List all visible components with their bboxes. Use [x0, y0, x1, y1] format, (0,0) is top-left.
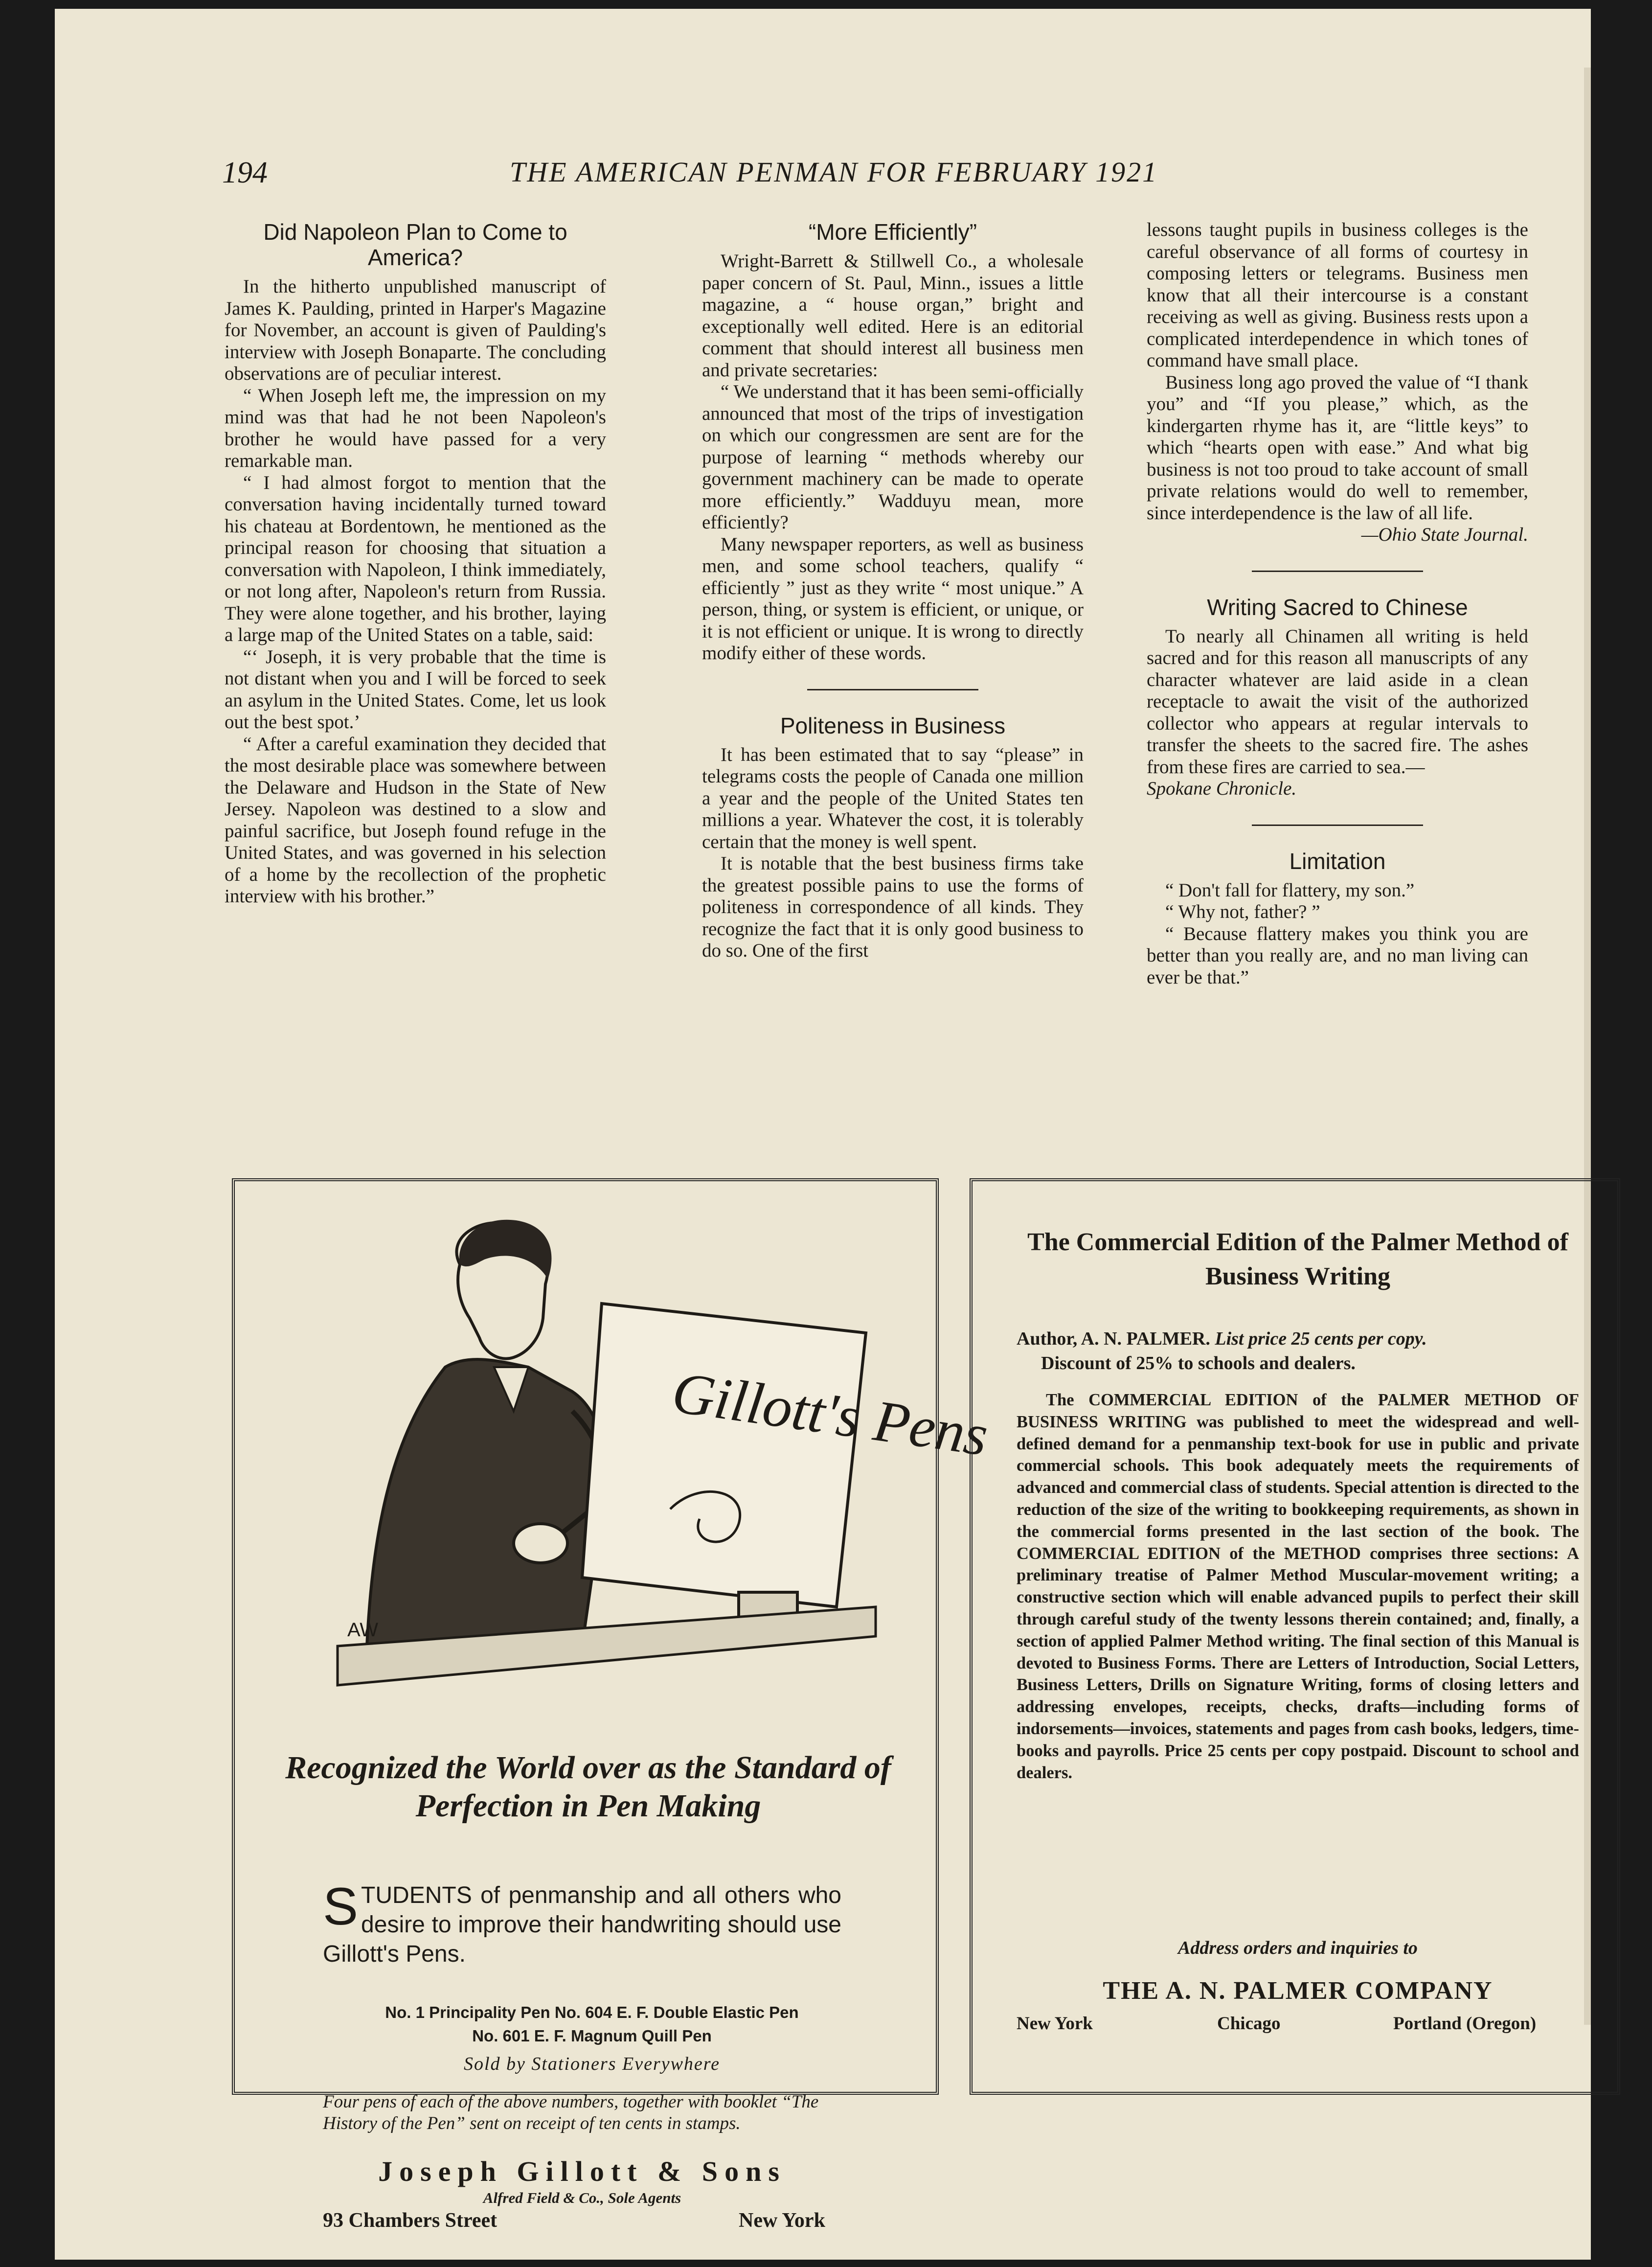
- paragraph: “ Because flattery makes you think you are better than you really are, and no man living can ever be that.”: [1147, 923, 1528, 988]
- ad-body-text: TUDENTS of penmanship and all others who desire to improve their handwriting should use Gillott's Pens.: [323, 1882, 841, 1967]
- author: Author, A. N. PALMER.: [1017, 1328, 1210, 1349]
- discount-line: Discount of 25% to schools and dealers.: [1041, 1353, 1356, 1374]
- article-title: Did Napoleon Plan to Come to America?: [263, 219, 567, 270]
- paragraph: It is notable that the best business firms take the greatest possible pains to use the forms of politeness in correspondence of all kinds. They recognize the fact that it is only good business to do so. One of the first: [702, 853, 1084, 961]
- magazine-page: [55, 9, 1591, 2260]
- paragraph: “ We understand that it has been semi-officially announced that most of the trips of investigation on which our congressmen are sent are for the purpose of learning “ methods whereby our government machinery can be made to operate more efficiently.” Wadduyu mean, more efficiently?: [702, 381, 1084, 533]
- ad-body-text: The COMMERCIAL EDITION of the PALMER METHOD OF BUSINESS WRITING was published to meet the widespread and well-defined demand for a penmanship text-book for use in public and private commercial schools. This book adequately meets the requirements of advanced and commercial class of students. Special attention is directed to the reduction of the size of the writing to bookkeeping requirements, as shown in the commercial forms presented in the last section of the book. The COMMERCIAL EDITION of the METHOD comprises three sections: A preliminary treatise of Palmer Method Muscular-movement writing; a constructive section which will enable advanced pupils to perfect their skill through careful study of the twenty lessons therein contained; and, finally, a section of applied Palmer Method writing. The final section of this Manual is devoted to Business Forms. There are Letters of Introduction, Social Letters, Business Letters, Drills on Signature Writing, forms of closing letters and addressing envelopes, receipts, checks, drafts—including forms of indorsements—invoices, statements and pages from cash books, ledgers, time-books and payrolls. Price 25 cents per copy postpaid. Discount to school and dealers.: [1017, 1391, 1579, 1782]
- page-number: 194: [222, 156, 268, 189]
- section-divider: [1252, 571, 1423, 572]
- ad-body: [323, 1877, 841, 1969]
- pen-list: No. 601 E. F. Magnum Quill Pen: [472, 2027, 712, 2045]
- office-city: Portland (Oregon): [1393, 2014, 1537, 2034]
- paragraph: “ Don't fall for flattery, my son.”: [1165, 879, 1415, 901]
- firm-name: Joseph Gillott & Sons: [378, 2155, 786, 2187]
- paragraph: “ After a careful examination they decided that the most desirable place was somewhere between the Delaware and Hudson in the State of New Jersey. Napoleon was destined to a slow and painful sacrifice, but Joseph found refuge in the United States, and was governed in his selection of a home by the recollection of the prophetic interview with his brother.”: [225, 733, 606, 907]
- section-divider: [1252, 824, 1423, 826]
- column-3: [1147, 219, 1528, 988]
- paragraph: In the hitherto unpublished manuscript of James K. Paulding, printed in Harper's Magazine for November, an account is given of Paulding's interview with Joseph Bonaparte. The concluding observations are of peculiar interest.: [225, 276, 606, 384]
- paragraph: “ When Joseph left me, the impression on my mind was that had he not been Napoleon's brother he would have passed for a very remarkable man.: [225, 385, 606, 471]
- pen-list: No. 1 Principality Pen No. 604 E. F. Double Elastic Pen: [385, 2003, 799, 2021]
- author-line: [1017, 1328, 1427, 1350]
- column-2: [702, 219, 1084, 962]
- paragraph: Many newspaper reporters, as well as business men, and some school teachers, qualify “ efficiently ” just as they write “ most unique.” A person, thing, or system is efficient, or unique, or it is not efficient or unique. It is wrong to directly modify either of these words.: [702, 533, 1084, 664]
- sold-note: Sold by Stationers Everywhere: [463, 2054, 721, 2074]
- paragraph: To nearly all Chinamen all writing is held sacred and for this reason all manuscripts of any character whatever are laid aside in a clean receptacle to await the visit of the authorized collector who appears at regular intervals to transfer the sheets to the sacred fire. The ashes from these fires are carried to sea.—: [1147, 625, 1528, 778]
- column-1: [225, 219, 606, 908]
- offer-text: Four pens of each of the above numbers, together with booklet “The History of the Pen” sent on receipt of ten cents in stamps.: [323, 2092, 819, 2133]
- sign-text: Gillott's Pens: [668, 1359, 992, 1468]
- company-name: THE A. N. PALMER COMPANY: [1103, 1977, 1493, 2005]
- paragraph: Business long ago proved the value of “I thank you” and “If you please,” which, as the kindergarten rhyme has it, are “little keys” to which “hearts open with ease.” And what big business is not too proud to take account of small private relations would do well to remember, since interdependence is the law of all life.: [1147, 371, 1528, 524]
- office-city: New York: [1017, 2014, 1093, 2034]
- source-credit: Spokane Chronicle.: [1147, 778, 1297, 799]
- man-writing-illustration: [298, 1206, 992, 1744]
- ad-title: The Commercial Edition of the Palmer Method of Business Writing: [1027, 1228, 1568, 1290]
- paragraph: lessons taught pupils in business colleges is the careful observance of all forms of courtesy in composing letters or telegrams. Business men know that all their intercourse is a constant receiving as well as giving. Business rests upon a complicated interdependence in which tones of command have small place.: [1147, 219, 1528, 371]
- running-head: THE AMERICAN PENMAN FOR FEBRUARY 1921: [510, 156, 1158, 188]
- section-divider: [807, 689, 978, 690]
- source-credit: —Ohio State Journal.: [1361, 524, 1528, 545]
- office-city: Chicago: [1217, 2014, 1281, 2034]
- ad-body: [1017, 1389, 1579, 1784]
- address-label: Address orders and inquiries to: [1178, 1938, 1418, 1958]
- ad-slogan: Recognized the World over as the Standard of Perfection in Pen Making: [285, 1750, 891, 1824]
- firm-address: 93 Chambers Street: [323, 2209, 498, 2232]
- article-title: Limitation: [1289, 848, 1386, 874]
- artist-monogram: AW: [347, 1619, 378, 1641]
- paragraph: “‘ Joseph, it is very probable that the time is not distant when you and I will be forced to seek an asylum in the United States. Come, let us look out the best spot.’: [225, 646, 606, 733]
- article-title: “More Efficiently”: [808, 219, 977, 245]
- paragraph: It has been estimated that to say “please” in telegrams costs the people of Canada one million a year and the people of the United States ten millions a year. Whatever the cost, it is tolerably certain that the money is well spent.: [702, 744, 1084, 852]
- paragraph: “ Why not, father? ”: [1165, 901, 1320, 922]
- palmer-advertisement: [970, 1178, 1620, 2095]
- paragraph: “ I had almost forgot to mention that the conversation having incidentally turned toward his chateau at Bordentown, he mentioned as the principal reason for choosing that situation a conversation with Napoleon, I think immediately, or not long after, Napoleon's return from Russia. They were alone together, and his brother, laying a large map of the United States on a table, said:: [225, 472, 606, 645]
- drop-cap: S: [323, 1877, 359, 1936]
- paragraph: Wright-Barrett & Stillwell Co., a wholesale paper concern of St. Paul, Minn., issues a little magazine, a “ house organ,” bright and exceptionally well edited. Here is an editorial comment that should interest all business men and private secretaries:: [702, 251, 1084, 381]
- article-title: Politeness in Business: [780, 712, 1006, 738]
- price: List price 25 cents per copy.: [1215, 1328, 1427, 1349]
- sole-agents: Alfred Field & Co., Sole Agents: [483, 2189, 681, 2206]
- article-title: Writing Sacred to Chinese: [1207, 594, 1468, 620]
- gillott-advertisement: [232, 1178, 992, 2232]
- firm-city: New York: [739, 2209, 825, 2232]
